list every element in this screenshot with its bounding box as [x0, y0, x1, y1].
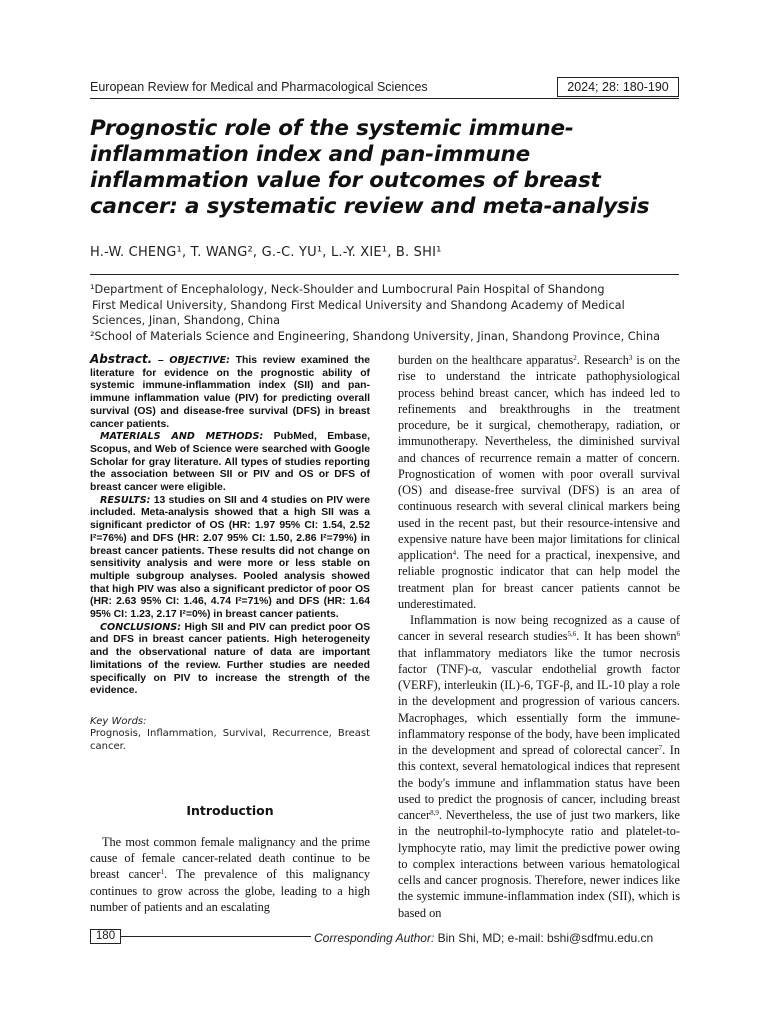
objective-label: OBJECTIVE: — [169, 355, 230, 366]
abstract — [90, 352, 370, 698]
results-text: 13 studies on SII and 4 studies on PIV were included. Meta-analysis showed that a high SII was a significant predictor of OS (HR: 1.97 95% CI: 1.54, 2.52 I²=76%) and DFS (HR: 2.07 95% CI: 1.50, 2.86 I²=79%) in breast cancer patients. These results did not change on sensitivity analysis and were more or less stable on multiple subgroup analyses. Pooled analysis showed that high PIV was also a significant predictor of poor OS (HR: 2.63 95% CI: 1.46, 4.74 I²=71%) and DFS (HR: 1.64 95% CI: 1.23, 2.17 I²=0%) in breast cancer patients. — [90, 494, 370, 621]
reference[interactable]: 2 — [573, 354, 577, 362]
abstract-conclusions — [90, 622, 370, 698]
keywords-text: Prognosis, Inflammation, Survival, Recurrence, Breast cancer. — [90, 728, 370, 752]
affiliation-line: Sciences, Jinan, Shandong, China — [92, 314, 281, 327]
affiliations — [90, 282, 682, 344]
left-column — [90, 352, 370, 753]
objective-text: This review examined the literature for evidence on the prognostic ability of systemic immune-inflammation index (SII) and pan-immune inflammation value (PIV) for predicting overall survival (OS) and disease-free survival (DFS) in breast cancer patients. — [90, 355, 371, 430]
reference[interactable]: 1 — [160, 868, 165, 877]
introduction-heading: Introduction — [186, 803, 274, 818]
keywords — [90, 716, 370, 754]
authors-rule — [90, 274, 679, 275]
footer-rule — [121, 936, 311, 937]
abstract-dash: – — [152, 355, 170, 366]
results-label: RESULTS: — [100, 494, 151, 506]
reference[interactable]: 6 — [676, 630, 680, 639]
affiliation-line: ²School of Materials Science and Engineering, Shandong University, Jinan, Shandong Province, China — [90, 329, 661, 343]
abstract-heading: Abstract. — [90, 352, 153, 366]
page-number: 180 — [90, 929, 121, 944]
reference[interactable]: 5,6 — [567, 630, 577, 639]
abstract-objective — [90, 352, 370, 431]
affiliation-line: ¹Department of Encephalology, Neck-Shoulder and Lumbocrural Pain Hospital of Shandong — [90, 283, 605, 296]
abstract-methods — [90, 431, 370, 495]
right-column — [398, 352, 680, 921]
methods-label: MATERIALS AND METHODS: — [100, 431, 264, 443]
journal-name: European Review for Medical and Pharmacological Sciences — [90, 80, 428, 94]
intro-paragraph: The most common female malignancy and the prime cause of female cancer-related death continue to be breast cancer$^1$. The prevalence of this malignancy continues to grow across the globe, leading to a high number of patients and an escalating — [90, 835, 370, 914]
introduction-body — [90, 834, 370, 915]
abstract-results — [90, 495, 370, 622]
header-rule — [90, 98, 679, 99]
conclusions-label: CONCLUSIONS: — [100, 621, 182, 633]
conclusions-text: High SII and PIV can predict poor OS and DFS in breast cancer patients. High heterogeneity and the observational nature of data are important limitations of the review. Further studies are needed specifically on PIV to increase the strength of the evidence. — [90, 621, 370, 697]
corresponding-author-label: Corresponding Author: — [314, 931, 435, 945]
article-title: Prognostic role of the systemic immune-inflammation index and pan-immune inflammation value for outcomes of breast cancer: a systematic review and meta-analysis — [90, 116, 650, 219]
reference[interactable]: 7 — [658, 744, 663, 752]
body-paragraph: Inflammation is now being recognized as a cause of cancer in several research studies$^{5,6}$. It has been shown$^6$ that inflammatory mediators like the tumor necrosis factor (TNF)-α, vascular endothelial growth factor (VERF), interleukin (IL)-6, TGF-β, and IL-10 play a role in the development and progression of various cancers. Macrophages, which essentially form the immune-inflammatory response of the body, have been implicated in the development and spread of colorectal cancer$^7$. In this context, several hematological indices that represent the body's immune and inflammation status have been used to predict the prognosis of cancer, including breast cancer$^{8,9}$. Nevertheless, the use of just two markers, like in the neutrophil-to-lymphocyte ratio and platelet-to-lymphocyte ratio, may limit the predictive power owing to complex interactions between various hematological cells and cancer prognosis. Therefore, newer indices like the systemic immune-inflammation index (SII), which is based on — [398, 613, 680, 920]
keywords-label: Key Words: — [90, 715, 147, 727]
corresponding-author-text[interactable]: Bin Shi, MD; e-mail: bshi@sdfmu.edu.cn — [434, 931, 654, 945]
affiliation-line: First Medical University, Shandong First Medical University and Shandong Academy of Medical — [92, 298, 625, 312]
body-paragraph: burden on the healthcare apparatus$^2$. Research$^3$ is on the rise to understand the intricate pathophysiological process behind breast cancer, which has indeed led to refinements and breakthroughs in the treatment procedure, be it surgical, chemotherapy, radiation, or immunotherapy. Nevertheless, the diminished survival and chances of recurrence remain a matter of concern. Prognostication of women with poor overall survival (OS) and disease-free survival (DFS) is an area of continuous research with several clinical markers being used in the recent past, but their resource-intensive and expensive nature have been major limitations for clinical application$^4$. The need for a practical, inexpensive, and reliable prognostic indicator that can help model the treatment plan for breast cancer patients cannot be underestimated. — [398, 353, 680, 611]
methods-text: PubMed, Embase, Scopus, and Web of Science were searched with Google Scholar for gray literature. All types of studies reporting the association between SII or PIV and OS or DFS of breast cancer were eligible. — [90, 431, 370, 494]
corresponding-author — [314, 931, 653, 945]
reference[interactable]: 4 — [452, 549, 457, 557]
reference[interactable]: 3 — [628, 354, 633, 362]
reference[interactable]: 8,9 — [430, 809, 439, 817]
author-list: H.-W. CHENG¹, T. WANG², G.-C. YU¹, L.-Y. XIE¹, B. SHI¹ — [90, 245, 442, 260]
citation-box: 2024; 28: 180-190 — [557, 77, 679, 97]
